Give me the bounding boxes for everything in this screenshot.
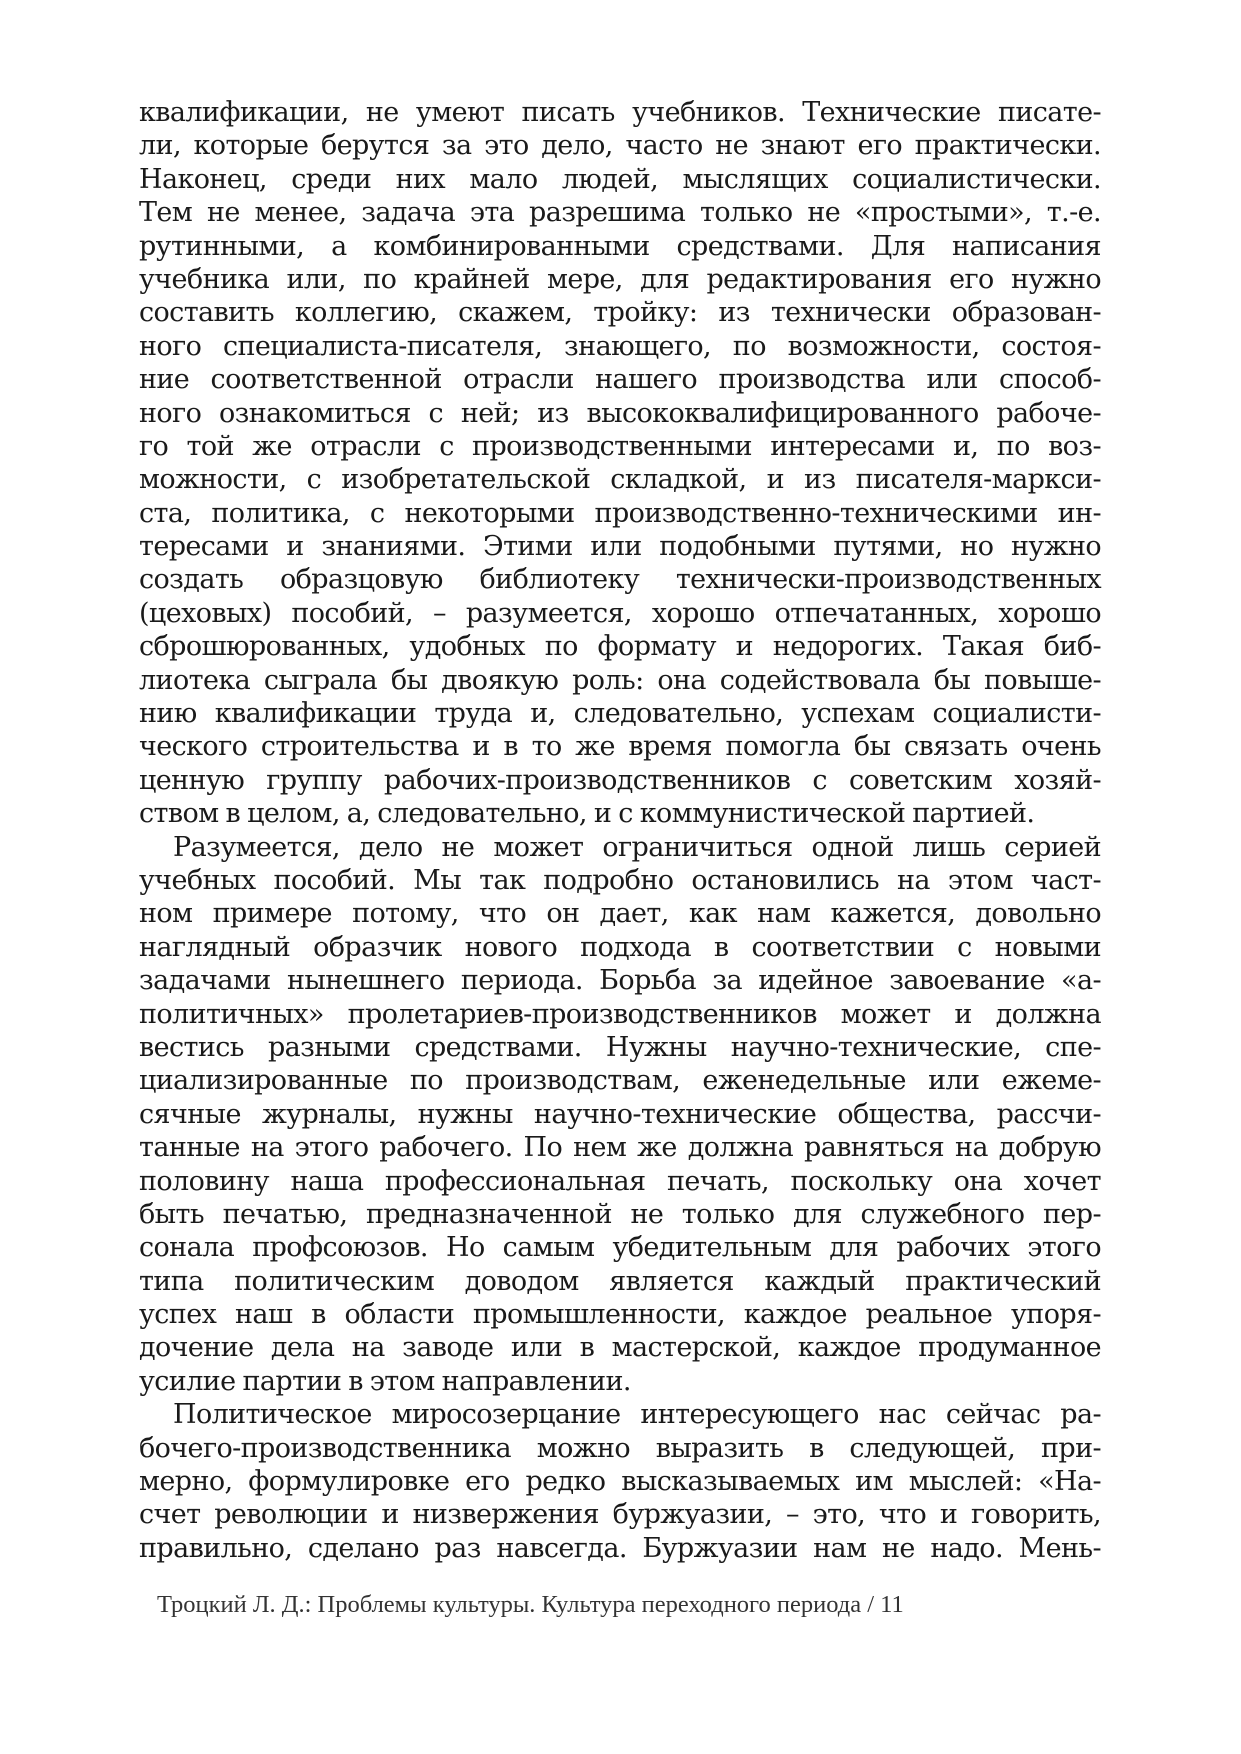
text-line: ценную группу рабочих-производственников с советским хозяй-: [139, 764, 1101, 796]
text-line: бочего-производственника можно выразить в следующей, при-: [139, 1432, 1101, 1464]
text-line: половину наша профессиональная печать, поскольку она хочет: [139, 1165, 1101, 1197]
text-line: ста, политика, с некоторыми производственно-техническими ин-: [139, 497, 1101, 529]
text-line: лиотека сыграла бы двоякую роль: она содействовала бы повыше-: [139, 664, 1101, 696]
text-line: ние соответственной отрасли нашего производства или способ-: [139, 364, 1101, 396]
paragraph: [139, 96, 1101, 831]
text-line: сячные журналы, нужны научно-технические общества, рассчи-: [139, 1098, 1101, 1130]
text-line: ного ознакомиться с ней; из высококвалифицированного рабоче-: [139, 397, 1101, 429]
text-line: Наконец, среди них мало людей, мыслящих социалистически.: [139, 163, 1101, 195]
paragraph: [139, 831, 1101, 1399]
page-footer: Троцкий Л. Д.: Проблемы культуры. Культура переходного периода / 11: [157, 1591, 904, 1618]
text-line: можности, с изобретательской складкой, и из писателя-маркси-: [139, 464, 1101, 496]
text-line: танные на этого рабочего. По нем же должна равняться на добрую: [139, 1132, 1101, 1164]
text-line: сонала профсоюзов. Но самым убедительным для рабочих этого: [139, 1232, 1101, 1264]
text-line: нию квалификации труда и, следовательно, успехам социалисти-: [139, 698, 1101, 730]
text-line: счет революции и низвержения буржуазии, – это, что и говорить,: [139, 1499, 1101, 1531]
text-line: Политическое миросозерцание интересующего нас сейчас ра-: [173, 1399, 1101, 1431]
text-line: рутинными, а комбинированными средствами. Для написания: [139, 230, 1101, 262]
text-line: учебных пособий. Мы так подробно остановились на этом част-: [139, 864, 1101, 896]
text-line: го той же отрасли с производственными интересами и, по воз-: [139, 430, 1101, 462]
text-line: политичных» пролетариев-производственников может и должна: [139, 998, 1101, 1030]
text-line: быть печатью, предназначенной не только для служебного пер-: [139, 1198, 1101, 1230]
text-line: сброшюрованных, удобных по формату и недорогих. Такая биб-: [139, 631, 1101, 663]
text-line: вестись разными средствами. Нужны научно-технические, спе-: [139, 1031, 1101, 1063]
text-line: правильно, сделано раз навсегда. Буржуазии нам не надо. Мень-: [139, 1532, 1101, 1564]
text-line: успех наш в области промышленности, каждое реальное упоря-: [139, 1299, 1101, 1331]
text-line: создать образцовую библиотеку технически-производственных: [139, 564, 1101, 596]
body-text: [139, 96, 1101, 1565]
text-line: ством в целом, а, следовательно, и с коммунистической партией.: [139, 798, 1035, 830]
text-line: Разумеется, дело не может ограничиться одной лишь серией: [173, 831, 1101, 863]
text-line: ном примере потому, что он дает, как нам кажется, довольно: [139, 898, 1101, 930]
text-line: типа политическим доводом является каждый практический: [139, 1265, 1101, 1297]
text-line: учебника или, по крайней мере, для редактирования его нужно: [139, 263, 1101, 295]
text-line: циализированные по производствам, еженедельные или ежеме-: [139, 1065, 1101, 1097]
text-line: ли, которые берутся за это дело, часто не знают его практически.: [139, 130, 1101, 162]
text-line: ного специалиста-писателя, знающего, по возможности, состоя-: [139, 330, 1101, 362]
text-line: усилие партии в этом направлении.: [139, 1365, 631, 1397]
text-line: ческого строительства и в то же время помогла бы связать очень: [139, 731, 1101, 763]
text-line: составить коллегию, скажем, тройку: из технически образован-: [139, 297, 1101, 329]
text-line: квалификации, не умеют писать учебников. Технические писате-: [139, 97, 1101, 128]
text-line: (цеховых) пособий, – разумеется, хорошо отпечатанных, хорошо: [139, 597, 1101, 629]
text-line: тересами и знаниями. Этими или подобными путями, но нужно: [139, 531, 1101, 563]
text-line: задачами нынешнего периода. Борьба за идейное завоевание «а-: [139, 965, 1101, 997]
text-line: мерно, формулировке его редко высказываемых им мыслей: «На-: [139, 1466, 1101, 1498]
text-line: наглядный образчик нового подхода в соответствии с новыми: [139, 931, 1101, 963]
paragraph: [139, 1398, 1101, 1565]
text-line: Тем не менее, задача эта разрешима только не «простыми», т.-е.: [139, 197, 1101, 229]
text-line: дочение дела на заводе или в мастерской, каждое продуманное: [139, 1332, 1101, 1364]
